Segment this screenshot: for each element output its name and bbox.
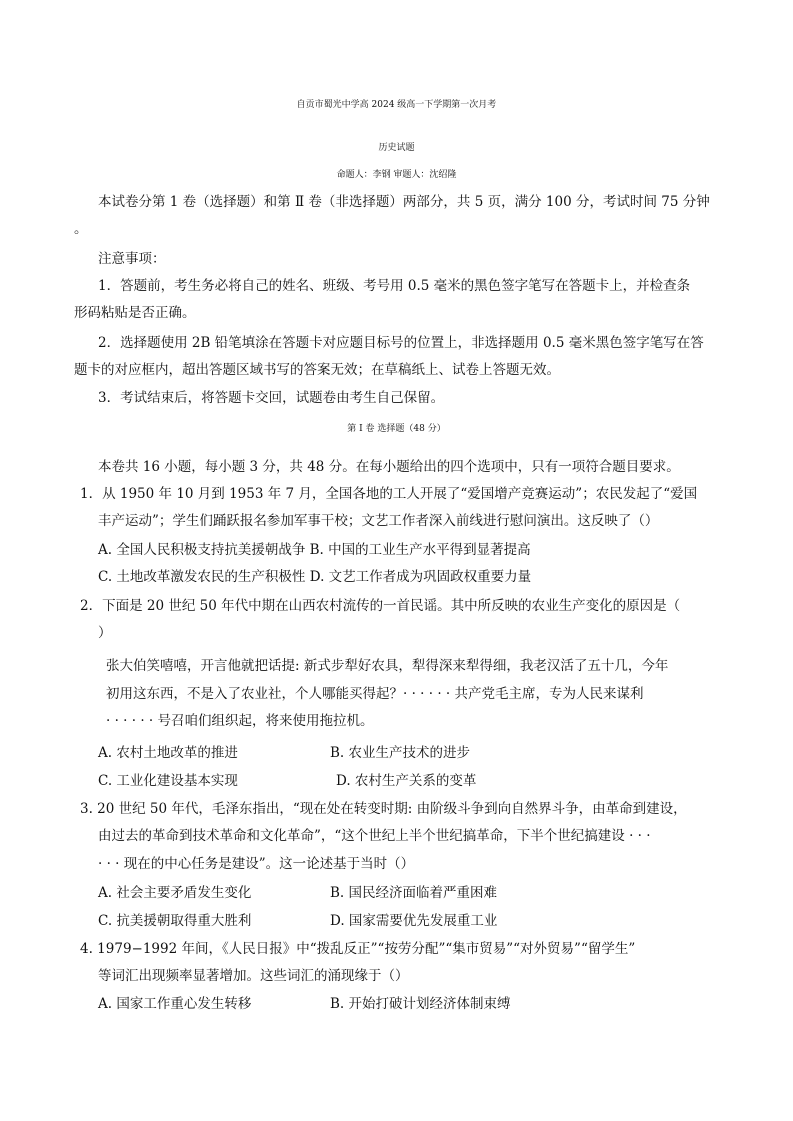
q3-stem-line-1: 3. 20 世纪 50 年代，毛泽东指出，“现在处在转变时期: 由阶级斗争到向自然界斗争，由革命到建设，	[80, 801, 687, 817]
q3-option-d: D. 国家需要优先发展重工业	[330, 913, 498, 929]
note-1-line-1: 1．答题前，考生务必将自己的姓名、班级、考号用 0.5 毫米的黑色签字笔写在答题卡上，并检查条	[98, 278, 691, 294]
q3-stem-line-3: · · · 现在的中心任务是建设”。这一论述基于当时（）	[98, 856, 415, 872]
q2-option-d: D. 农村生产关系的变革	[336, 773, 477, 789]
q2-option-b: B. 农业生产技术的进步	[330, 745, 471, 761]
notes-heading: 注意事项：	[98, 251, 166, 267]
q4-stem-line-2: 等词汇出现频率显著增加。这些词汇的涌现缘于（）	[98, 968, 409, 984]
q2-option-c: C. 工业化建设基本实现	[98, 773, 238, 789]
q2-stem-line-1: 2．下面是 20 世纪 50 年代中期在山西农村流传的一首民谣。其中所反映的农业生产变化的原因是（	[80, 598, 681, 614]
q1-options-row-2: C. 土地改革激发农民的生产积极性 D. 文艺工作者成为巩固政权重要力量	[98, 569, 532, 585]
intro-line-1: 本试卷分第 1 卷（选择题）和第 Ⅱ 卷（非选择题）两部分，共 5 页，满分 100 分，考试时间 75 分钟	[98, 194, 710, 210]
q3-option-a: A. 社会主要矛盾发生变化	[98, 885, 252, 901]
q2-option-a: A. 农村土地改革的推进	[98, 745, 238, 761]
authors-line: 命题人：李钢 审题人：沈绍隆	[336, 170, 457, 180]
q4-option-b: B. 开始打破计划经济体制束缚	[330, 996, 511, 1012]
q2-quote-line-2: 初用这东西，不是入了农业社，个人哪能买得起？· · · · · · 共产党毛主席，专为人民来谋利	[106, 686, 644, 702]
section-1-heading: 第 Ⅰ 卷 选择题（48 分）	[347, 424, 446, 434]
q2-quote-line-3: · · · · · · 号召咱们组织起，将来使用拖拉机。	[106, 713, 374, 729]
note-3: 3．考试结束后，将答题卡交回，试题卷由考生自己保留。	[98, 390, 445, 406]
note-2-line-2: 题卡的对应框内，超出答题区域书写的答案无效；在草稿纸上、试卷上答题无效。	[74, 362, 560, 378]
note-2-line-1: 2．选择题使用 2B 铅笔填涂在答题卡对应题目标号的位置上，非选择题用 0.5 毫米黑色签字笔写在答	[98, 335, 704, 351]
q3-stem-line-2: 由过去的革命到技术革命和文化革命”，“这个世纪上半个世纪搞革命，下半个世纪搞建设 · · ·	[98, 828, 651, 844]
subject-title: 历史试题	[378, 143, 415, 153]
exam-title: 自贡市蜀光中学高 2024 级高一下学期第一次月考	[296, 100, 497, 110]
note-1-line-2: 形码粘贴是否正确。	[74, 305, 196, 321]
q4-option-a: A. 国家工作重心发生转移	[98, 996, 252, 1012]
q1-stem-line-1: 1．从 1950 年 10 月到 1953 年 7 月，全国各地的工人开展了“爱国增产竞赛运动”；农民发起了“爱国	[80, 486, 698, 502]
q2-quote-line-1: 张大伯笑嘻嘻，开言他就把话提: 新式步犁好农具，犁得深来犁得细，我老汉活了五十几，今年	[106, 658, 669, 674]
q1-stem-line-2: 丰产运动”；学生们踊跃报名参加军事干校；文艺工作者深入前线进行慰问演出。这反映了（）	[98, 513, 659, 529]
section-1-instructions: 本卷共 16 小题，每小题 3 分，共 48 分。在每小题给出的四个选项中，只有一项符合题目要求。	[98, 459, 680, 475]
q3-option-c: C. 抗美援朝取得重大胜利	[98, 913, 252, 929]
q2-stem-line-2: ）	[98, 625, 112, 641]
q1-options-row-1: A. 全国人民积极支持抗美援朝战争 B. 中国的工业生产水平得到显著提高	[98, 542, 531, 558]
q3-option-b: B. 国民经济面临着严重困难	[330, 885, 498, 901]
intro-line-2: 。	[74, 221, 88, 237]
q4-stem-line-1: 4. 1979−1992 年间，《人民日报》中“拨乱反正”“按劳分配”“集市贸易”“对外贸易”“留学生”	[80, 941, 636, 957]
